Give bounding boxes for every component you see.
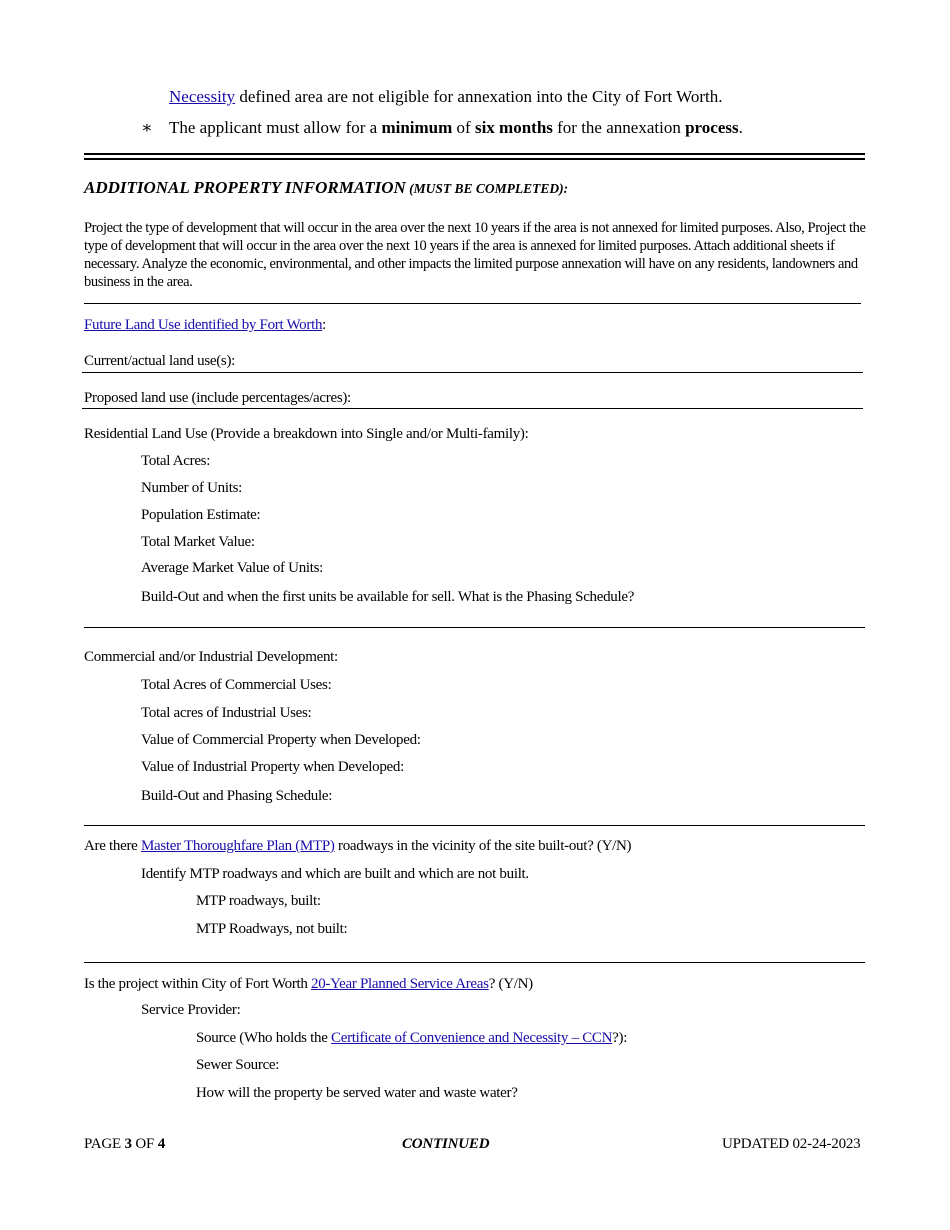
section-heading [84, 178, 568, 198]
continued-label: CONTINUED [402, 1136, 490, 1152]
page-of: OF [131, 1136, 158, 1152]
commercial-title: Commercial and/or Industrial Development: [84, 649, 338, 665]
section-heading-sub: (MUST BE COMPLETED): [405, 181, 569, 196]
commercial-total-acres: Total Acres of Commercial Uses: [141, 677, 332, 693]
residential-total-market-value: Total Market Value: [141, 534, 255, 550]
mtp-question-prefix: Are there [84, 838, 141, 854]
future-land-use-colon: : [322, 317, 327, 333]
service-question-suffix: ? (Y/N) [488, 976, 533, 992]
necessity-link[interactable]: Necessity [169, 87, 236, 106]
process-bold: process [685, 118, 739, 137]
industrial-value: Value of Industrial Property when Developed: [141, 759, 404, 775]
divider [84, 825, 865, 826]
future-land-use-link[interactable]: Future Land Use identified by Fort Worth [84, 317, 323, 333]
eligibility-text: defined area are not eligible for annexation into the City of Fort Worth. [235, 87, 723, 106]
planned-service-areas-link[interactable]: 20-Year Planned Service Areas [311, 976, 489, 992]
service-provider: Service Provider: [141, 1002, 241, 1018]
mtp-not-built: MTP Roadways, not built: [196, 921, 348, 937]
double-divider [84, 153, 865, 160]
six-months-line [169, 118, 743, 138]
ccn-link[interactable]: Certificate of Convenience and Necessity – CCN [331, 1030, 613, 1046]
industrial-total-acres: Total acres of Industrial Uses: [141, 705, 312, 721]
residential-average-market-value: Average Market Value of Units: [141, 560, 324, 576]
six-months-bold: six months [474, 118, 553, 137]
residential-number-of-units: Number of Units: [141, 480, 243, 496]
source-prefix: Source (Who holds the [196, 1030, 332, 1046]
six-months-text-a: The applicant must allow for a [169, 118, 382, 137]
mtp-built: MTP roadways, built: [196, 893, 321, 909]
residential-total-acres: Total Acres: [141, 453, 211, 469]
source-suffix: ?): [612, 1030, 628, 1046]
service-area-question [84, 976, 533, 993]
service-question-prefix: Is the project within City of Fort Worth [84, 976, 312, 992]
mtp-link[interactable]: Master Thoroughfare Plan (MTP) [140, 838, 335, 854]
divider [84, 627, 865, 628]
page-number [84, 1136, 165, 1153]
six-months-text-c: of [452, 118, 475, 137]
mtp-question-suffix: roadways in the vicinity of the site built-out? (Y/N) [334, 838, 632, 854]
section-heading-main: ADDITIONAL PROPERTY INFORMATION [84, 178, 406, 197]
page-total: 4 [157, 1136, 166, 1152]
divider [84, 962, 865, 963]
water-source [196, 1030, 627, 1047]
proposed-land-use-label: Proposed land use (include percentages/acres): [84, 390, 351, 406]
proposed-land-use-line [82, 408, 863, 409]
divider [84, 303, 861, 304]
minimum-bold: minimum [381, 118, 453, 137]
mtp-question [84, 838, 631, 855]
future-land-use-row [84, 317, 326, 334]
bullet-marker: ∗ [141, 118, 153, 137]
residential-build-out: Build-Out and when the first units be available for sell. What is the Phasing Schedule? [141, 589, 635, 605]
six-months-text-g: . [738, 118, 743, 137]
updated-date: UPDATED 02-24-2023 [722, 1136, 861, 1152]
eligibility-line [169, 87, 723, 107]
residential-population-estimate: Population Estimate: [141, 507, 261, 523]
residential-title: Residential Land Use (Provide a breakdown into Single and/or Multi-family): [84, 426, 529, 442]
water-wastewater-question: How will the property be served water and waste water? [196, 1085, 518, 1101]
sewer-source: Sewer Source: [196, 1057, 280, 1073]
page-current: 3 [124, 1136, 132, 1152]
six-months-text-e: for the annexation [552, 118, 686, 137]
mtp-identify: Identify MTP roadways and which are built and which are not built. [141, 866, 529, 882]
current-land-use-line [82, 372, 863, 373]
intro-paragraph: Project the type of development that will occur in the area over the next 10 years if the area is not annexed for limited purposes. Also, Project the type of development that will occur in the area over the next 10 years if the area is annexed for limited purposes. Attach additional sheets if necessary. Analyze the economic, environmental, and other impacts the limited purpose annexation will have on any residents, landowners and business in the area. [84, 220, 866, 290]
commercial-value: Value of Commercial Property when Developed: [141, 732, 421, 748]
current-land-use-label: Current/actual land use(s): [84, 353, 236, 369]
page-prefix: PAGE [84, 1136, 125, 1152]
commercial-build-out: Build-Out and Phasing Schedule: [141, 788, 333, 804]
